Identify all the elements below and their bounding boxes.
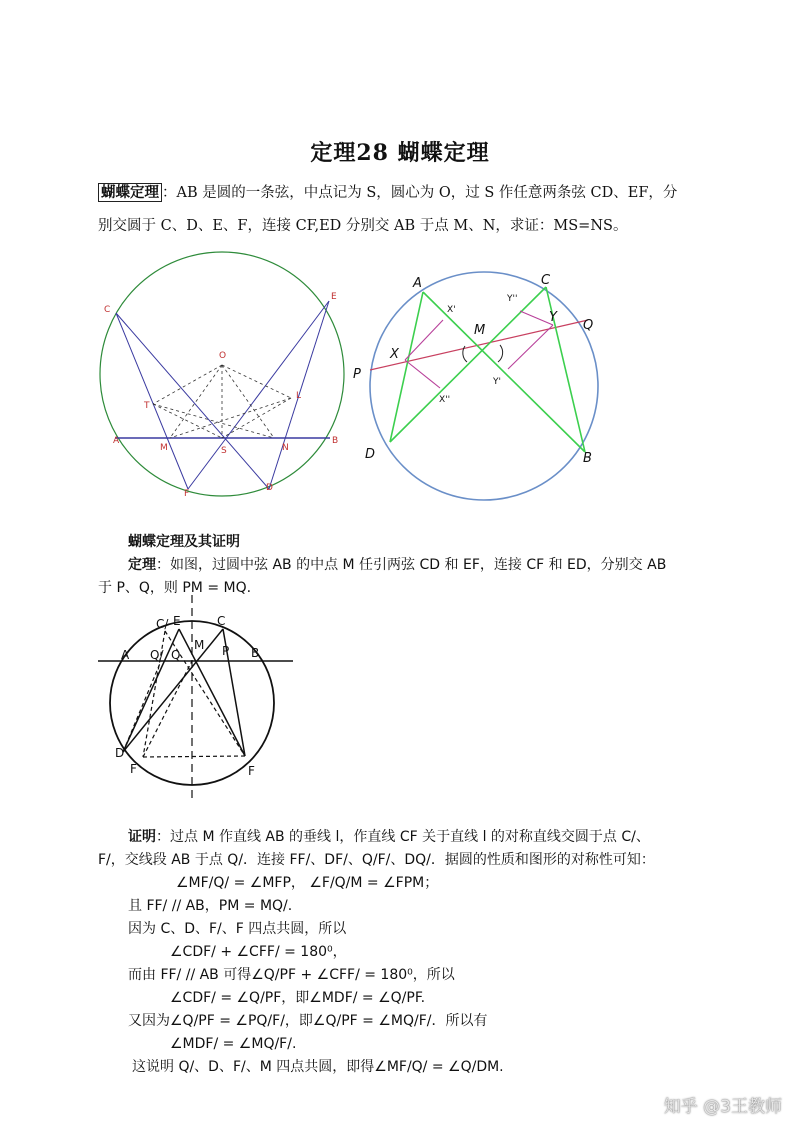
figure3-labels (115, 614, 259, 778)
label-a2: A (413, 276, 422, 291)
label-o: O (219, 351, 227, 361)
label-a3: A (121, 648, 130, 662)
label-n: N (282, 443, 289, 453)
proof-line5: 因为 C、D、F/、F 四点共圆，所以 (128, 921, 347, 937)
label-b3: B (251, 646, 260, 660)
label-x-dprime: X'' (439, 395, 451, 405)
label-p2: P (353, 367, 361, 382)
label-c: C (104, 305, 111, 315)
proof-line7: 而由 FF/ // AB 可得∠Q/PF + ∠CFF/ = 180⁰，所以 (128, 967, 455, 983)
label-d: D (266, 483, 273, 493)
theorem-keyword: 蝴蝶定理 (98, 183, 162, 202)
label-q2: Q (583, 318, 594, 333)
label-t: T (144, 401, 150, 411)
figure-butterfly-2 (350, 262, 610, 507)
label-f: F (184, 489, 190, 499)
label-x2: X (390, 347, 399, 362)
circle-outline-2 (370, 272, 598, 500)
label-a: A (113, 436, 120, 446)
proof-label: 证明 (128, 829, 156, 845)
theorem-statement-line1 (98, 178, 713, 208)
label-d2: D (365, 447, 376, 462)
label-b2: B (583, 451, 592, 466)
proof-line2: F/，交线段 AB 于点 Q/．连接 FF/、DF/、Q/F/、DQ/．据圆的性质和图形的对称性可知： (98, 852, 655, 868)
proof-line4: 且 FF/ // AB，PM = MQ/. (128, 898, 293, 914)
proof-line3: ∠MF/Q/ = ∠MFP， ∠F/Q/M = ∠FPM； (176, 875, 439, 891)
proof-text-1: ：过点 M 作直线 AB 的垂线 l，作直线 CF 关于直线 l 的对称直线交圆于点 C/、 (156, 829, 650, 845)
label-m: M (160, 443, 168, 453)
label-c1-3: C/ (156, 617, 169, 631)
label-y2: Y (549, 310, 557, 325)
label-y-dprime: Y'' (507, 294, 518, 304)
label-c2: C (541, 273, 551, 288)
proof-line8: ∠CDF/ = ∠Q/PF，即∠MDF/ = ∠Q/PF. (170, 990, 426, 1006)
label-s: S (221, 446, 227, 456)
definition-text-1: ：如图，过圆中弦 AB 的中点 M 任引两弦 CD 和 EF，连接 CF 和 ED，分别交 AB (156, 557, 667, 573)
figure1-labels (104, 292, 338, 499)
label-f1-3: F (130, 762, 137, 776)
label-q1-3: Q/ (150, 648, 164, 662)
label-l: L (296, 391, 302, 401)
label-f3: F (248, 764, 255, 778)
label-b: B (332, 436, 339, 446)
proof-line1 (128, 826, 718, 849)
proof-line6: ∠CDF/ + ∠CFF/ = 180⁰， (170, 944, 347, 960)
watermark: 知乎 @3王教师 (663, 1097, 782, 1117)
theorem-statement-line2: 别交圆于 C、D、E、F，连接 CF,ED 分别交 AB 于点 M、N，求证：MS=NS。 (98, 218, 628, 234)
label-q3: Q (171, 648, 181, 662)
figure2-labels (353, 273, 593, 466)
section-heading: 蝴蝶定理及其证明 (128, 534, 240, 550)
definition-line1 (128, 554, 708, 577)
dashed-construction (153, 365, 291, 438)
label-m3: M (194, 638, 205, 652)
label-d3: D (115, 746, 125, 760)
proof-line10: ∠MDF/ = ∠MQ/F/. (170, 1036, 297, 1052)
page-title: 定理28 蝴蝶定理 (310, 140, 490, 166)
label-x-prime: X' (447, 305, 456, 315)
figure-butterfly-3 (95, 595, 300, 805)
definition-line2: 于 P、Q，则 PM = MQ. (98, 580, 252, 596)
label-m2: M (474, 323, 486, 338)
definition-label: 定理 (128, 557, 156, 573)
label-e3: E (173, 614, 181, 628)
proof-line11: 这说明 Q/、D、F/、M 四点共圆，即得∠MF/Q/ = ∠Q/DM. (132, 1059, 504, 1075)
proof-line9: 又因为∠Q/PF = ∠PQ/F/，即∠Q/PF = ∠MQ/F/．所以有 (128, 1013, 488, 1029)
label-e: E (331, 292, 337, 302)
label-y-prime: Y' (493, 377, 501, 387)
label-p3: P (222, 644, 230, 658)
statement-text-1: ：AB 是圆的一条弦，中点记为 S，圆心为 O，过 S 作任意两条弦 CD、EF，分 (162, 185, 678, 201)
figure2-sublabels (439, 294, 517, 405)
figure-butterfly-1 (98, 245, 360, 507)
angle-mark-right (498, 345, 503, 362)
label-c3: C (217, 614, 226, 628)
segment-cf (116, 313, 188, 489)
